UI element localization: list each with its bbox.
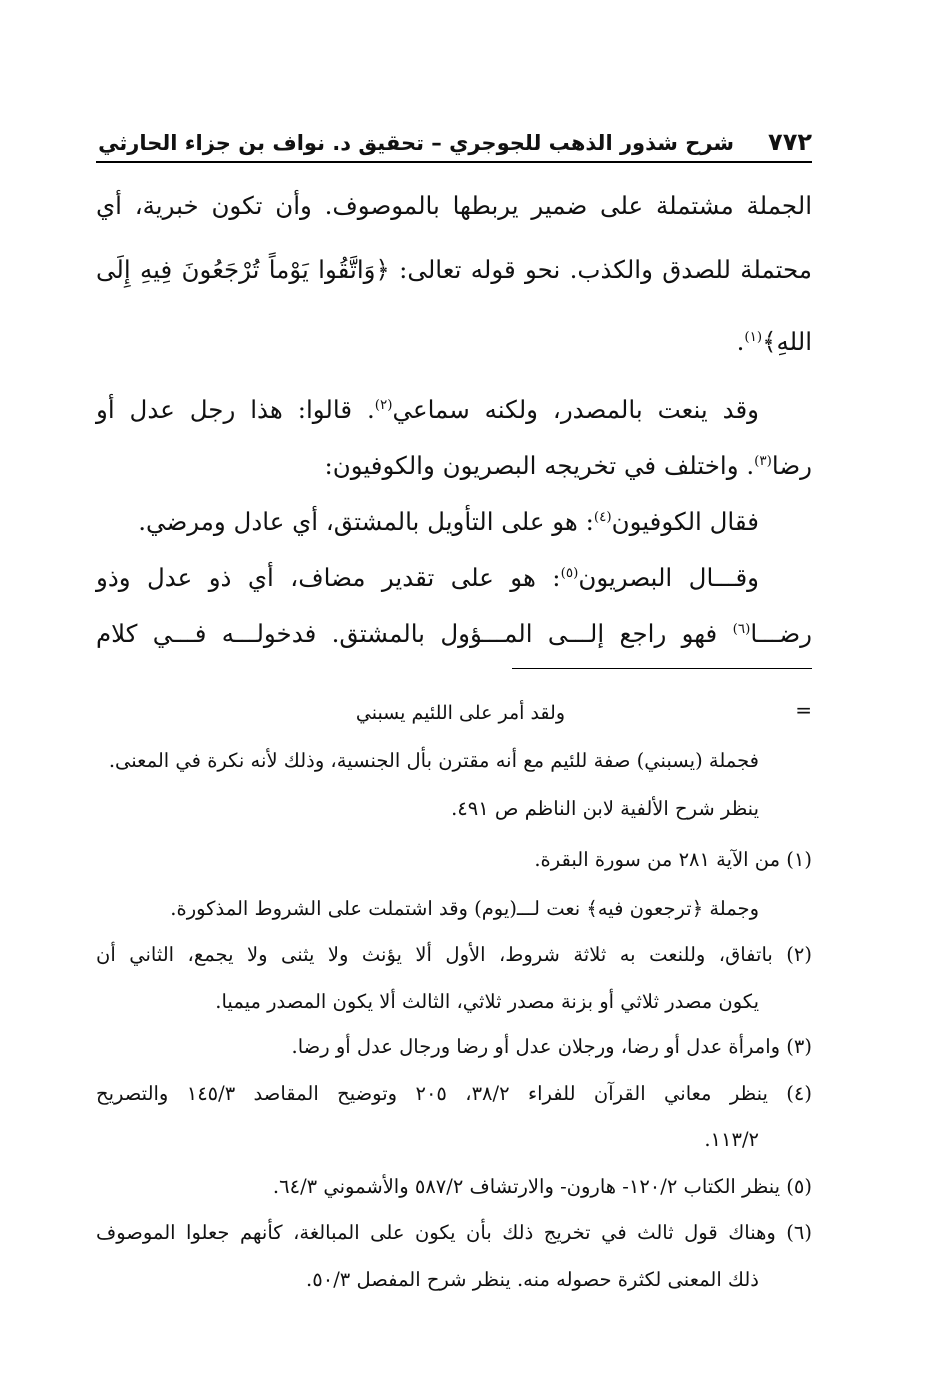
page-number: ٧٧٢: [768, 128, 812, 156]
footnote-2-cont: يكون مصدر ثلاثي أو بزنة مصدر ثلاثي، الثالث ألا يكون المصدر ميميا.: [215, 990, 759, 1013]
running-header: [96, 128, 812, 160]
footnote-marker: (٤): [593, 508, 612, 525]
footnote-marker: (٢): [374, 396, 393, 413]
footnote-4-cont: ١١٣/٢.: [704, 1128, 759, 1151]
footnote-1: (١) من الآية ٢٨١ من سورة البقرة.: [534, 848, 812, 871]
continuation-mark: =: [795, 698, 812, 722]
quran-ending: اللهِ﴾: [762, 327, 812, 356]
body-line-2: محتملة للصدق والكذب. نحو قوله تعالى: ﴿وَاتَّقُوا يَوْماً تُرْجَعُونَ فِيهِ إِلَى: [96, 255, 812, 284]
footnote-1-cont: وجملة ﴿ترجعون فيه﴾ نعت لـــ(يوم) وقد اشتملت على الشروط المذكورة.: [170, 897, 759, 920]
footnote-marker: (٥): [560, 564, 579, 581]
body-line-6: فقال الكوفيون$^{(٤)}$: هو على التأويل بالمشتق، أي عادل ومرضي.: [138, 507, 759, 536]
footnote-5: (٥) ينظر الكتاب ١٢٠/٢- هارون- والارتشاف ٥٨٧/٢ والأشموني ٦٤/٣.: [272, 1175, 812, 1198]
footnote-rule: [512, 668, 812, 669]
footnote-continuation-2: ينظر شرح الألفية لابن الناظم ص ٤٩١.: [451, 797, 759, 820]
footnote-marker: (٦): [732, 620, 751, 637]
running-title: شرح شذور الذهب للجوجري – تحقيق د. نواف بن جزاء الحارثي: [98, 131, 735, 155]
footnote-2: (٢) باتفاق، وللنعت به ثلاثة شروط، الأول ألا يؤنث ولا يثنى ولا يجمع، الثاني أن: [96, 943, 812, 966]
header-rule: [96, 161, 812, 163]
body-line-5: رضا$^{(٣)}$. واختلف في تخريجه البصريون والكوفيون:: [324, 451, 812, 480]
body-line-8: رضـــا$^{(٦)}$ فهو راجع إلـــى المـــؤول بالمشتق. فدخولـــه فـــي كلام: [96, 619, 812, 648]
body-line-3: اللهِ﴾$^{(١)}$.: [736, 327, 812, 356]
footnote-6-cont: ذلك المعنى لكثرة حصوله منه. ينظر شرح المفصل ٥٠/٣.: [306, 1268, 759, 1291]
footnote-4: (٤) ينظر معاني القرآن للفراء ٣٨/٢، ٢٠٥ وتوضيح المقاصد ١٤٥/٣ والتصريح: [96, 1082, 812, 1105]
body-line-1: الجملة مشتملة على ضمير يربطها بالموصوف. وأن تكون خبرية، أي: [96, 191, 812, 220]
footnote-marker: (١): [744, 328, 763, 345]
footnote-verse: ولقد أمر على اللئيم يسبني: [355, 702, 565, 724]
footnote-continuation-1: فجملة (يسبني) صفة للئيم مع أنه مقترن بأل الجنسية، وذلك لأنه نكرة في المعنى.: [108, 749, 759, 772]
footnote-3: (٣) وامرأة عدل أو رضا، ورجلان عدل أو رضا ورجال عدل أو رضا.: [291, 1035, 812, 1058]
footnote-6: (٦) وهناك قول ثالث في تخريج ذلك بأن يكون على المبالغة، كأنهم جعلوا الموصوف: [96, 1221, 812, 1244]
body-line-4: وقد ينعت بالمصدر، ولكنه سماعي$^{(٢)}$. قالوا: هذا رجل عدل أو: [96, 395, 759, 424]
footnote-marker: (٣): [754, 452, 772, 469]
body-line-7: وقـــال البصريون$^{(٥)}$: هو على تقدير مضاف، أي ذو عدل وذو: [96, 563, 759, 592]
